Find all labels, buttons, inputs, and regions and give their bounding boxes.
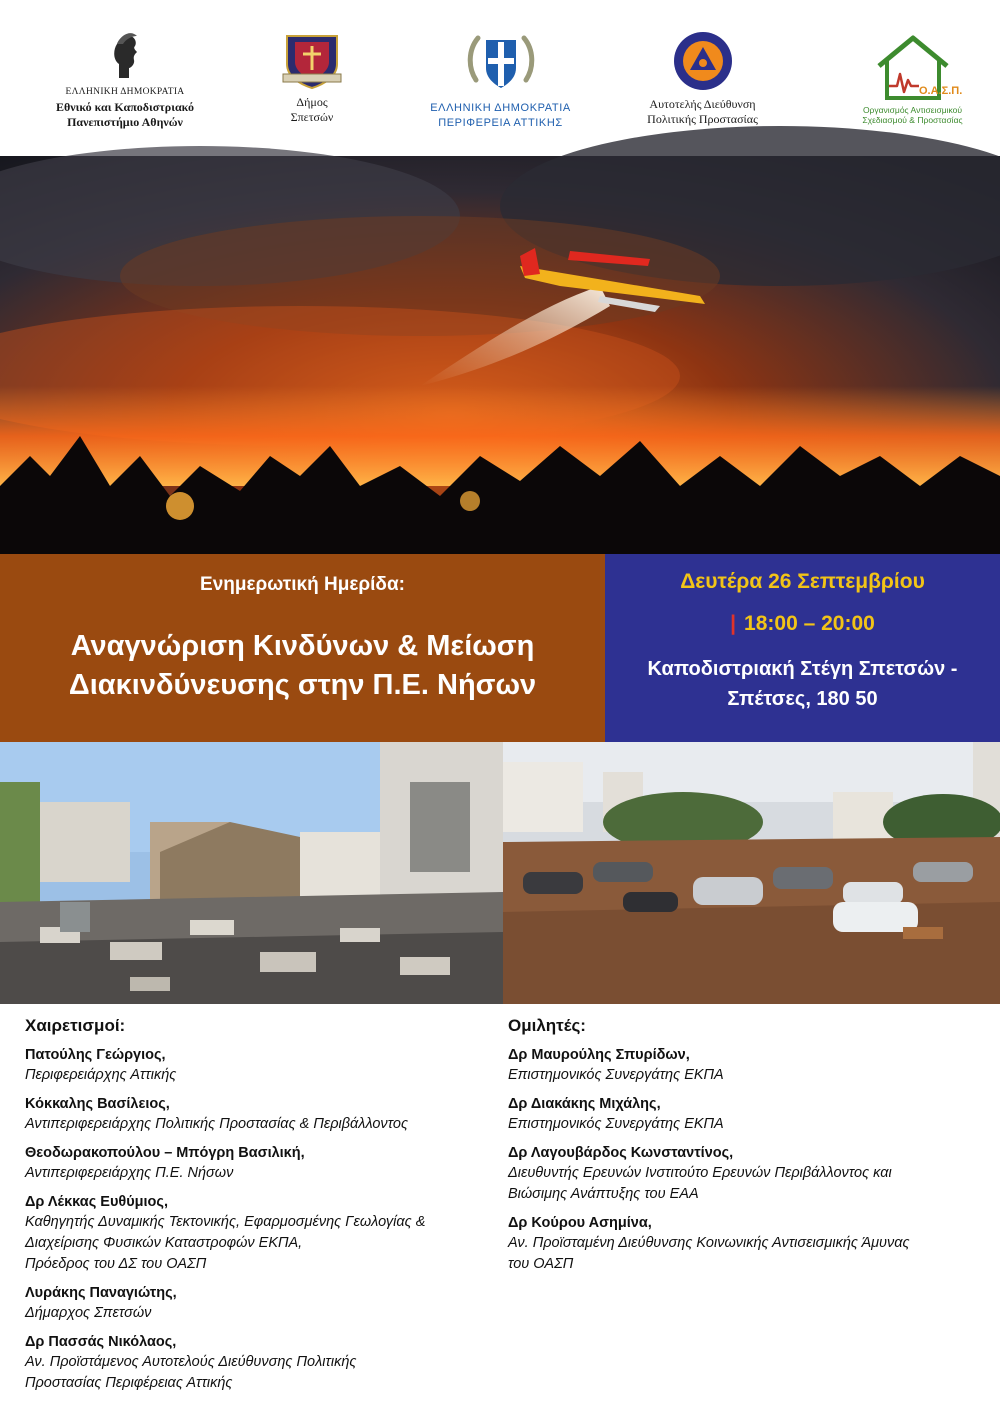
event-details-panel [605,554,1000,742]
event-title-panel [0,554,605,742]
event-venue [605,654,1000,714]
greek-coat-of-arms-icon [466,30,536,96]
venue-line2: Σπέτσες, 180 50 [727,688,878,710]
hero-wildfire-image [0,156,1000,554]
person-name: Δρ Πασσάς Νικόλαος, [25,1334,177,1350]
attica-region-logo [418,30,583,131]
person-role: Αντιπεριφερειάρχης Π.Ε. Νήσων [25,1165,234,1181]
speaker-person [508,1213,978,1275]
uoa-line1: ΕΛΛΗΝΙΚΗ ΔΗΜΟΚΡΑΤΙΑ [65,87,185,97]
speaker-person [508,1045,978,1086]
oasp-abbr: Ο.Α.Σ.Π. [918,85,962,97]
person-name: Κόκκαλης Βασίλειος, [25,1096,170,1112]
oasp-house-icon [873,30,962,100]
oasp-line1: Οργανισμός Αντισεισμικού [862,105,963,115]
athena-head-icon [105,30,145,80]
greeting-person [25,1192,495,1275]
speakers-heading: Ομιλητές: [508,1016,586,1035]
flood-photo [503,742,1000,1004]
person-name: Θεοδωρακοπούλου – Μπόγρη Βασιλική, [25,1145,305,1161]
uoa-logo [40,30,210,130]
venue-line1: Καποδιστριακή Στέγη Σπετσών - [647,658,958,680]
civil-protection-emblem-icon [672,30,734,92]
person-role: Αν. Προϊστάμενος Αυτοτελούς Διεύθυνσης Πολιτικής Προστασίας Περιφέρειας Αττικής [25,1354,357,1391]
person-name: Δρ Κούρου Ασημίνα, [508,1215,652,1231]
uoa-line2: Εθνικό και Καποδιστριακό [56,100,194,114]
spetses-line1: Δήμος [296,95,328,109]
greeting-person [25,1094,495,1135]
person-role: Αν. Προϊσταμένη Διεύθυνσης Κοινωνικής Αντισεισμικής Άμυνας του ΟΑΣΠ [508,1235,910,1272]
person-name: Δρ Μαυρούλης Σπυρίδων, [508,1047,690,1063]
civil-protection-logo [620,30,785,127]
greetings-heading: Χαιρετισμοί: [25,1016,126,1035]
person-role: Περιφερειάρχης Αττικής [25,1067,177,1083]
event-type: Ενημερωτική Ημερίδα: [200,574,405,595]
earthquake-damage-photo [0,742,503,1004]
flood-scene [503,742,1000,1004]
earthquake-scene [0,742,503,1004]
event-time: 18:00 – 20:00 [744,612,875,635]
person-role: Αντιπεριφερειάρχης Πολιτικής Προστασίας & Περιβάλλοντος [25,1116,409,1132]
event-title [0,627,605,705]
speakers-section [508,1016,978,1283]
speaker-person [508,1094,978,1135]
event-date: Δευτέρα 26 Σεπτεμβρίου [680,570,925,593]
time-marker: | [730,612,737,635]
oasp-line2: Σχεδιασμού & Προστασίας [862,115,963,125]
person-role: Δήμαρχος Σπετσών [25,1305,152,1321]
person-name: Δρ Λαγουβάρδος Κωνσταντίνος, [508,1145,734,1161]
greeting-person [25,1045,495,1086]
spetses-crest-icon [279,30,345,90]
event-title-line2: Διακινδύνευσης στην Π.Ε. Νήσων [68,669,537,701]
person-name: Δρ Λέκκας Ευθύμιος, [25,1194,168,1210]
region-line1: ΕΛΛΗΝΙΚΗ ΔΗΜΟΚΡΑΤΙΑ [430,102,571,114]
person-role: Καθηγητής Δυναμικής Τεκτονικής, Εφαρμοσμένης Γεωλογίας & Διαχείρισης Φυσικών Καταστροφών ΕΚΠΑ, Πρόεδρος του ΔΣ του ΟΑΣΠ [25,1214,426,1272]
spetses-municipality-logo [262,30,362,125]
person-role: Επιστημονικός Συνεργάτης ΕΚΠΑ [508,1116,724,1132]
region-line2: ΠΕΡΙΦΕΡΕΙΑ ΑΤΤΙΚΗΣ [438,117,563,129]
wildfire-scene [0,156,1000,554]
person-name: Πατούλης Γεώργιος, [25,1047,166,1063]
oasp-logo [855,30,970,125]
speaker-person [508,1143,978,1205]
uoa-line3: Πανεπιστήμιο Αθηνών [67,115,183,129]
event-time-row [605,612,1000,636]
person-role: Επιστημονικός Συνεργάτης ΕΚΠΑ [508,1067,724,1083]
person-role: Διευθυντής Ερευνών Ινστιτούτο Ερευνών Περιβάλλοντος και Βιώσιμης Ανάπτυξης του ΕΑΑ [508,1165,892,1202]
person-name: Δρ Διακάκης Μιχάλης, [508,1096,661,1112]
person-name: Λυράκης Παναγιώτης, [25,1285,177,1301]
greeting-person [25,1143,495,1184]
event-title-line1: Αναγνώριση Κινδύνων & Μείωση [70,630,535,662]
greetings-section [25,1016,495,1402]
greeting-person [25,1283,495,1324]
greeting-person [25,1332,495,1394]
spetses-line2: Σπετσών [290,110,334,124]
civil-line2: Πολιτικής Προστασίας [647,112,758,126]
civil-line1: Αυτοτελής Διεύθυνση [649,97,756,111]
